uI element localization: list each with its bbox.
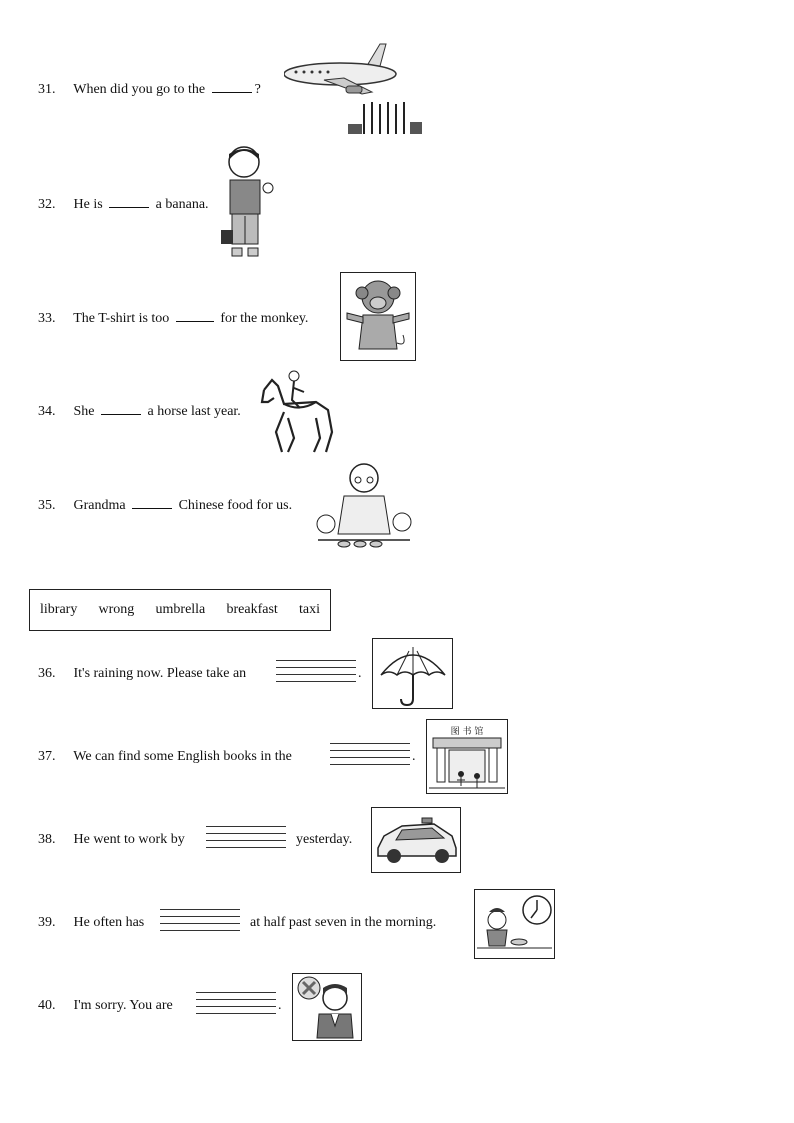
question-text-before: He is (73, 197, 103, 212)
grandma-cooking-icon (314, 460, 414, 550)
question-36 (38, 666, 246, 682)
question-text-before: I'm sorry. You are (73, 998, 173, 1013)
boy-eating-icon (218, 144, 280, 262)
question-number: 33. (38, 311, 56, 326)
question-number: 34. (38, 404, 56, 419)
answer-lines[interactable] (160, 909, 240, 939)
question-number: 35. (38, 498, 56, 513)
answer-lines[interactable] (276, 660, 356, 690)
question-text-after: . (358, 666, 362, 681)
umbrella-icon (372, 638, 453, 709)
question-text-after: Chinese food for us. (178, 498, 293, 513)
question-31 (38, 82, 261, 98)
question-text-before: Grandma (73, 498, 126, 513)
answer-blank[interactable] (109, 207, 149, 208)
answer-lines[interactable] (330, 743, 410, 773)
question-text-before: He often has (73, 915, 145, 930)
question-text-before: She (73, 404, 95, 419)
question-32 (38, 197, 209, 213)
question-text-after: yesterday. (296, 832, 353, 847)
answer-blank[interactable] (176, 321, 214, 322)
question-40 (38, 998, 173, 1014)
question-text-before: It's raining now. Please take an (73, 666, 247, 681)
word-bank-item: breakfast (226, 602, 278, 617)
question-38 (38, 832, 185, 848)
breakfast-clock-icon (474, 889, 555, 959)
question-text-after: for the monkey. (220, 311, 309, 326)
question-number: 38. (38, 832, 56, 847)
question-number: 39. (38, 915, 56, 930)
word-bank-item: umbrella (155, 602, 206, 617)
question-number: 32. (38, 197, 56, 212)
question-number: 31. (38, 82, 56, 97)
word-bank-item: library (40, 602, 78, 617)
question-text-after: a horse last year. (147, 404, 241, 419)
taxi-icon (371, 807, 461, 873)
question-35 (38, 498, 292, 514)
question-text-before: He went to work by (73, 832, 185, 847)
question-text-after: . (278, 998, 282, 1013)
question-text-before: When did you go to the (73, 82, 206, 97)
question-number: 40. (38, 998, 56, 1013)
answer-lines[interactable] (196, 992, 276, 1022)
question-text-after: ? (254, 82, 261, 97)
question-33 (38, 311, 308, 327)
question-37 (38, 749, 292, 765)
question-34 (38, 404, 241, 420)
question-number: 36. (38, 666, 56, 681)
question-text-before: We can find some English books in the (73, 749, 292, 764)
word-bank (29, 589, 331, 631)
word-bank-item: wrong (98, 602, 135, 617)
wrong-cross-icon (292, 973, 362, 1041)
library-sign: 图 书 馆 (450, 727, 484, 737)
question-text-after: a banana. (155, 197, 209, 212)
question-39 (38, 915, 144, 931)
airplane-icon (284, 42, 424, 138)
answer-blank[interactable] (212, 92, 252, 93)
library-icon (426, 719, 508, 794)
answer-lines[interactable] (206, 826, 286, 856)
question-text-after: . (412, 749, 416, 764)
word-bank-item: taxi (299, 602, 320, 617)
question-text-before: The T-shirt is too (73, 311, 170, 326)
monkey-icon (340, 272, 416, 361)
answer-blank[interactable] (101, 414, 141, 415)
horse-rider-icon (254, 368, 336, 454)
question-text-after: at half past seven in the morning. (250, 915, 437, 930)
answer-blank[interactable] (132, 508, 172, 509)
question-number: 37. (38, 749, 56, 764)
